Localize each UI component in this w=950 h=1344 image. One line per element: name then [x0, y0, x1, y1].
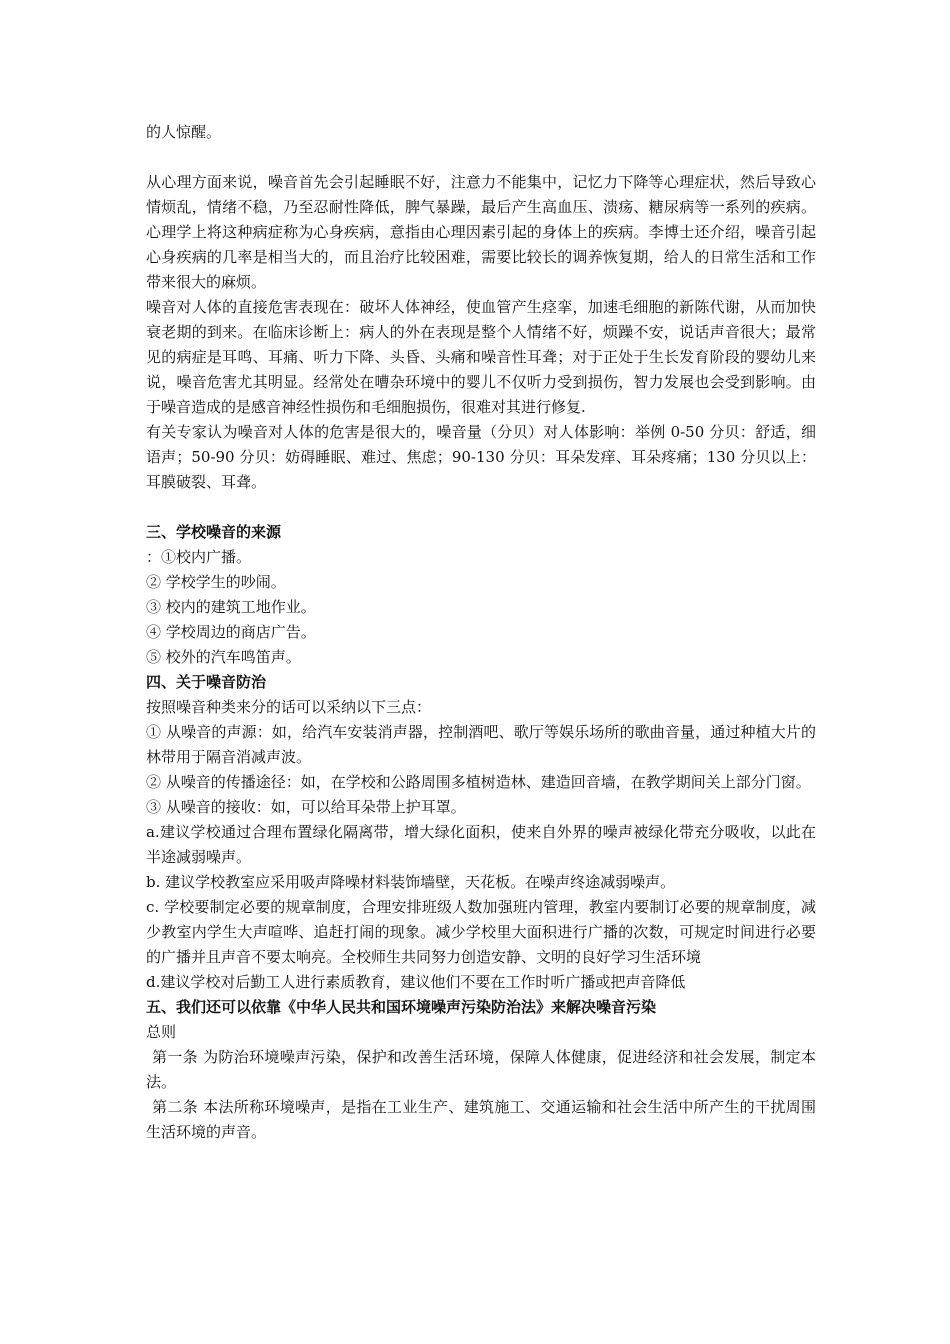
- source-item: ③ 校内的建筑工地作业。: [146, 598, 316, 616]
- suggestion-item: c. 学校要制定必要的规章制度，合理安排班级人数加强班内管理，教室内要制订必要的规章制度，减少教室内学生大声喧哗、追赶打闹的现象。减少学校里大面积进行广播的次数，可规定时间进行必要的广播并且声音不要太响亮。全校师生共同努力创造安静、文明的良好学习生活环境: [146, 898, 816, 966]
- source-item: ② 学校学生的吵闹。: [146, 573, 286, 591]
- psych-paragraph: 从心理方面来说，噪音首先会引起睡眠不好，注意力不能集中，记忆力下降等心理症状，然后导致心情烦乱，情绪不稳，乃至忍耐性降低，脾气暴躁，最后产生高血压、溃疡、糖尿病等一系列的疾病。心理学上将这种病症称为心身疾病，意指由心理因素引起的身体上的疾病。李博士还介绍，噪音引起心身疾病的几率是相当大的，而且治疗比较困难，需要比较长的调养恢复期，给人的日常生活和工作带来很大的麻烦。: [146, 173, 816, 291]
- paragraph-spacer: [146, 145, 816, 170]
- section5-heading: 五、我们还可以依靠《中华人民共和国环境噪声污染防治法》来解决噪音污染: [146, 998, 657, 1016]
- section4-heading: 四、关于噪音防治: [146, 673, 267, 691]
- suggestion-item: d.建议学校对后勤工人进行素质教育，建议他们不要在工作时听广播或把声音降低: [146, 973, 686, 991]
- expert-paragraph: 有关专家认为噪音对人体的危害是很大的，噪音量（分贝）对人体影响：举例 0-50 分贝：舒适，细语声；50-90 分贝：妨碍睡眠、难过、焦虑；90-130 分贝：耳朵发痒、耳朵疼痛；130 分贝以上：耳膜破裂、耳聋。: [146, 423, 816, 491]
- suggestion-item: a.建议学校通过合理布置绿化隔离带，增大绿化面积，使来自外界的噪声被绿化带充分吸收，以此在半途减弱噪声。: [146, 823, 816, 866]
- prevention-point: ② 从噪音的传播途径：如，在学校和公路周围多植树造林、建造回音墙，在教学期间关上部分门窗。: [146, 773, 811, 791]
- source-item: ⑤ 校外的汽车鸣笛声。: [146, 648, 301, 666]
- direct-harm-paragraph: 噪音对人体的直接危害表现在：破坏人体神经，使血管产生痉挛，加速毛细胞的新陈代谢，从而加快衰老期的到来。在临床诊断上：病人的外在表现是整个人情绪不好，烦躁不安，说话声音很大；最常见的病症是耳鸣、耳痛、听力下降、头昏、头痛和噪音性耳聋；对于正处于生长发育阶段的婴幼儿来说，噪音危害尤其明显。经常处在嘈杂环境中的婴儿不仅听力受到损伤，智力发展也会受到影响。由于噪音造成的是感音神经性损伤和毛细胞损伤，很难对其进行修复.: [146, 298, 816, 416]
- section4-intro: 按照噪音种类来分的话可以采纳以下三点：: [146, 698, 432, 716]
- section5-subheading: 总则: [146, 1023, 177, 1041]
- source-item: ：①校内广播。: [146, 548, 252, 566]
- source-item: ④ 学校周边的商店广告。: [146, 623, 316, 641]
- law-article: 第一条 为防治环境噪声污染，保护和改善生活环境，保障人体健康，促进经济和社会发展，制定本法。: [146, 1048, 816, 1091]
- document-page: [146, 120, 816, 1145]
- suggestion-item: b. 建议学校教室应采用吸声降噪材料装饰墙壁，天花板。在噪声终途减弱噪声。: [146, 873, 676, 891]
- prevention-point: ③ 从噪音的接收：如，可以给耳朵带上护耳罩。: [146, 798, 466, 816]
- section-spacer: [146, 495, 816, 520]
- intro-tail-text: 的人惊醒。: [146, 123, 222, 141]
- law-article: 第二条 本法所称环境噪声，是指在工业生产、建筑施工、交通运输和社会生活中所产生的干扰周围生活环境的声音。: [146, 1098, 816, 1141]
- prevention-point: ① 从噪音的声源：如，给汽车安装消声器，控制酒吧、歌厅等娱乐场所的歌曲音量，通过种植大片的林带用于隔音消减声波。: [146, 723, 816, 766]
- section3-heading: 三、学校噪音的来源: [146, 523, 282, 541]
